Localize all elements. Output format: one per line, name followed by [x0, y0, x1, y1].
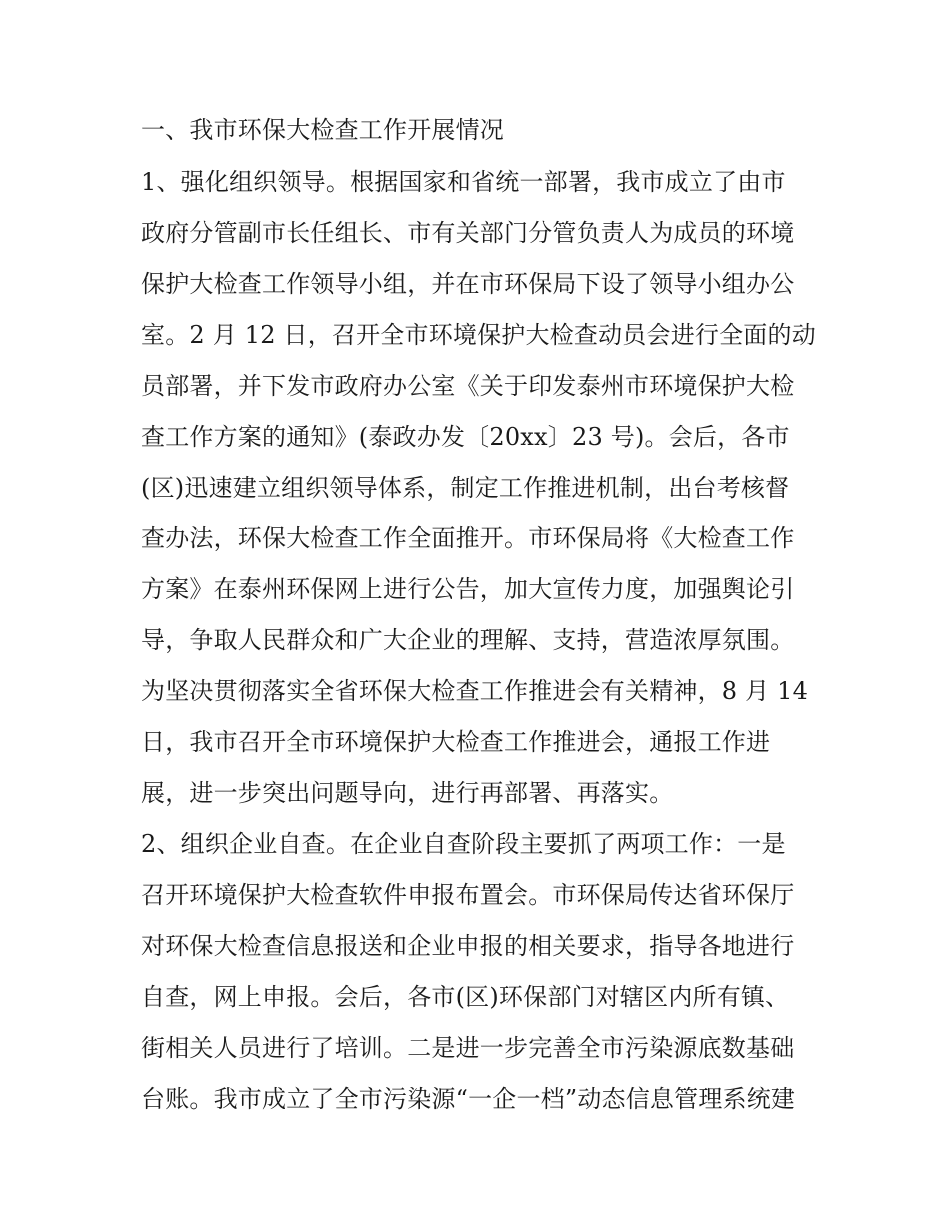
text-line: 对环保大检查信息报送和企业申报的相关要求，指导各地进行: [141, 932, 795, 960]
text-line: 街相关人员进行了培训。二是进一步完善全市污染源底数基础: [141, 1034, 795, 1062]
text-line: 日，我市召开全市环境保护大检查工作推进会，通报工作进: [141, 728, 771, 756]
text-line: 导，争取人民群众和广大企业的理解、支持，营造浓厚氛围。: [141, 626, 795, 654]
text-line: 1、强化组织领导。根据国家和省统一部署，我市成立了由市: [141, 168, 786, 196]
text-line: 员部署，并下发市政府办公室《关于印发泰州市环境保护大检: [141, 372, 795, 400]
text-line: 方案》在泰州环保网上进行公告，加大宣传力度，加强舆论引: [141, 575, 795, 603]
text-line: 自查，网上申报。会后，各市(区)环保部门对辖区内所有镇、: [141, 983, 790, 1011]
section-heading: 一、我市环保大检查工作开展情况: [141, 116, 504, 144]
text-line: 召开环境保护大检查软件申报布置会。市环保局传达省环保厅: [141, 881, 795, 909]
text-line: 台账。我市成立了全市污染源“一企一档”动态信息管理系统建: [141, 1085, 796, 1113]
text-line: (区)迅速建立组织领导体系，制定工作推进机制，出台考核督: [141, 474, 790, 502]
text-line: 查工作方案的通知》(泰政办发〔20xx〕23 号)。会后，各市: [141, 423, 790, 451]
text-line: 室。2 月 12 日，召开全市环境保护大检查动员会进行全面的动: [141, 321, 816, 349]
text-line: 2、组织企业自查。在企业自查阶段主要抓了两项工作：一是: [141, 830, 786, 858]
text-line: 为坚决贯彻落实全省环保大检查工作推进会有关精神，8 月 14: [141, 677, 809, 705]
text-line: 保护大检查工作领导小组，并在市环保局下设了领导小组办公: [141, 270, 795, 298]
text-line: 政府分管副市长任组长、市有关部门分管负责人为成员的环境: [141, 219, 795, 247]
text-line: 展，进一步突出问题导向，进行再部署、再落实。: [141, 779, 674, 807]
text-line: 查办法，环保大检查工作全面推开。市环保局将《大检查工作: [141, 524, 795, 552]
